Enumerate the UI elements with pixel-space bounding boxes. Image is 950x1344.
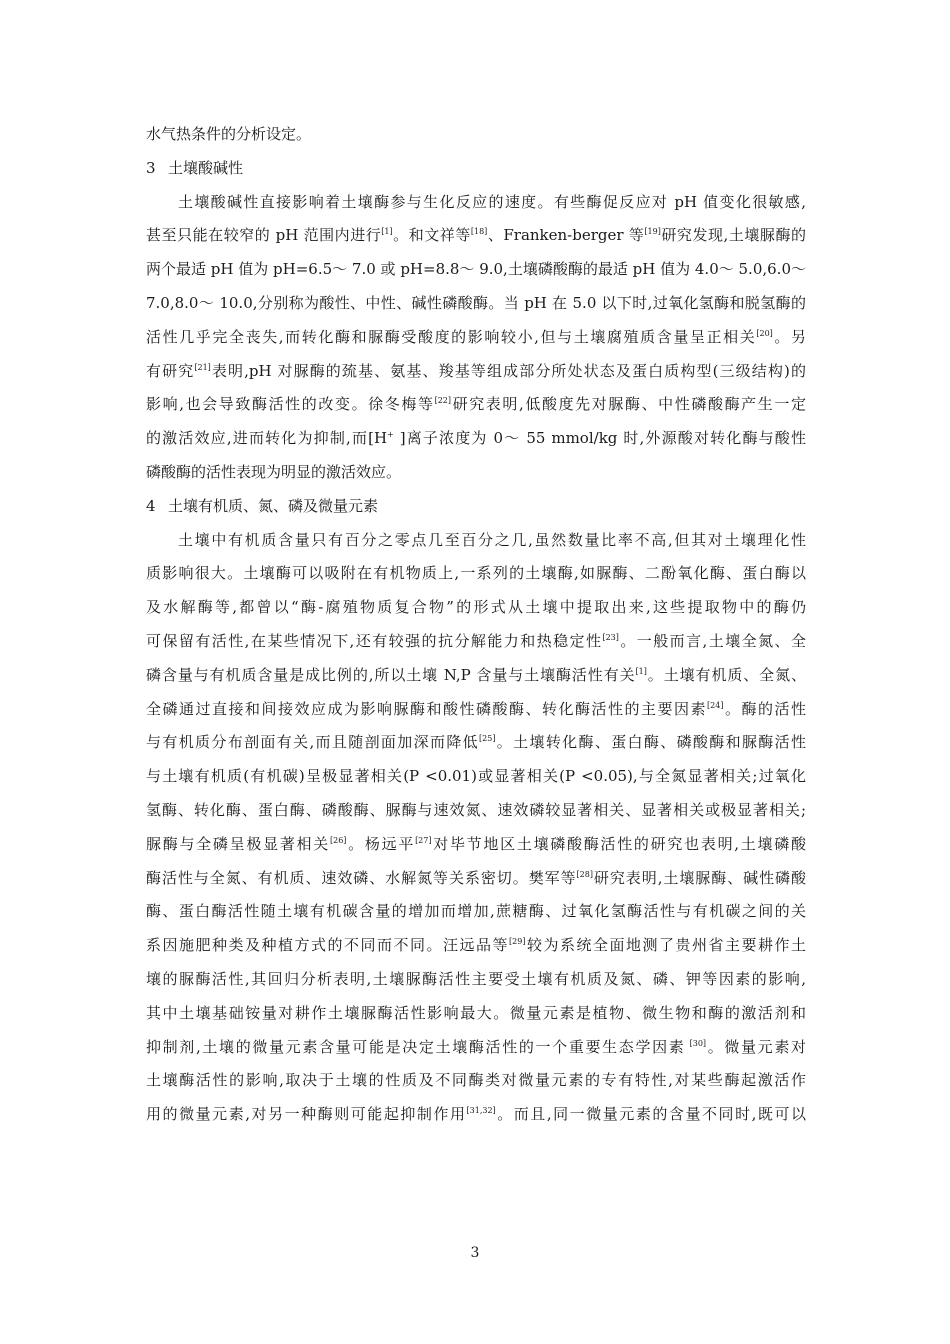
text-line	[146, 388, 806, 422]
text-segment: 质影响很大。土壤酶可以吸附在有机物质上,一系列的土壤酶,如脲酶、二酚氧化酶、蛋白酶以	[146, 564, 806, 583]
text-segment: 用的微量元素,对另一种酶则可能起抑制作用	[146, 1105, 467, 1124]
text-line	[146, 287, 806, 321]
citation: [23]	[602, 632, 619, 642]
section-heading	[146, 490, 806, 524]
text-segment: 。杨远平	[346, 834, 416, 853]
text-segment: 研究表明,土壤脲酶、碱性磷酸	[592, 868, 806, 887]
citation: [20]	[756, 328, 773, 338]
citation: [29]	[509, 937, 526, 947]
text-segment: 全磷通过直接和间接效应成为影响脲酶和酸性磷酸酶、转化酶活性的主要因素	[146, 699, 708, 718]
text-line	[146, 794, 806, 828]
text-line	[146, 862, 806, 896]
text-line	[146, 1064, 806, 1098]
text-segment: 。微量元素对	[706, 1037, 806, 1056]
text-segment: 壤的脲酶活性,其回归分析表明,土壤脲酶活性主要受土壤有机质及氮、磷、钾等因素的影响,	[146, 969, 806, 988]
text-segment: 研究表明,低酸度先对脲酶、中性磷酸酶产生一定	[451, 395, 806, 414]
text-segment: 影响,也会导致酶活性的改变。徐冬梅等	[146, 395, 435, 414]
text-segment: 。和文祥等	[392, 226, 471, 245]
text-line	[146, 726, 806, 760]
text-line	[146, 422, 806, 456]
section-title: 土壤有机质、氮、磷及微量元素	[168, 496, 379, 515]
text-line	[146, 929, 806, 963]
text-segment: 土壤中有机质含量只有百分之零点几至百分之几,虽然数量比率不高,但其对土壤理化性	[178, 530, 806, 549]
text-segment: 脲酶与全磷呈极显著相关	[146, 834, 330, 853]
text-segment: 活性几乎完全丧失,而转化酶和脲酶受酸度的影响较小,但与土壤腐殖质含量呈正相关	[146, 327, 757, 346]
text-segment: 。而且,同一微量元素的含量不同时,既可以	[495, 1105, 806, 1124]
text-segment: 表明,pH 对脲酶的巯基、氨基、羧基等组成部分所处状态及蛋白质构型(三级结构)的	[210, 361, 806, 380]
document-body	[146, 118, 806, 1132]
citation: [18]	[470, 227, 488, 237]
section-heading	[146, 152, 806, 186]
text-segment: 土壤酸碱性直接影响着土壤酶参与生化反应的速度。有些酶促反应对 pH 值变化很敏感,	[178, 192, 806, 211]
text-segment: 酶、蛋白酶活性随土壤有机碳含量的增加而增加,蔗糖酶、过氧化氢酶活性与有机碳之间的关	[146, 902, 806, 921]
text-segment: 。土壤转化酶、蛋白酶、磷酸酶和脲酶活性	[495, 733, 806, 752]
citation: +	[387, 430, 394, 440]
text-line	[146, 321, 806, 355]
text-segment: 与有机质分布剖面有关,而且随剖面加深而降低	[146, 733, 480, 752]
citation: [19]	[644, 227, 661, 237]
text-segment: 。土壤有机质、全氮、	[646, 665, 806, 684]
text-segment: 酶活性与全氮、有机质、速效磷、水解氮等关系密切。樊军等	[146, 868, 577, 887]
text-line	[146, 997, 806, 1031]
text-line	[146, 895, 806, 929]
text-line	[146, 186, 806, 220]
text-segment: 。酶的活性	[723, 699, 806, 718]
text-segment: 对毕节地区土壤磷酸酶活性的研究也表明,土壤磷酸	[431, 834, 806, 853]
citation: [31,32]	[466, 1106, 496, 1116]
text-segment: 水气热条件的分析设定。	[146, 125, 312, 143]
text-line	[146, 118, 806, 152]
text-segment: 抑制剂,土壤的微量元素含量可能是决定土壤酶活性的一个重要生态学因素	[146, 1037, 686, 1056]
text-segment: 氢酶、转化酶、蛋白酶、磷酸酶、脲酶与速效氮、速效磷较显著相关、显著相关或极显著相关;	[146, 800, 806, 819]
text-line	[146, 828, 806, 862]
text-segment: 研究发现,土壤脲酶的	[660, 226, 806, 245]
citation: [26]	[330, 835, 347, 845]
text-line	[146, 253, 806, 287]
text-segment: 7.0,8.0～ 10.0,分别称为酸性、中性、碱性磷酸酶。当 pH 在 5.0 以下时,过氧化氢酶和脱氢酶的	[146, 293, 806, 312]
text-segment: 磷酸酶的活性表现为明显的激活效应。	[146, 462, 402, 481]
text-line	[146, 557, 806, 591]
text-segment: 。一般而言,土壤全氮、全	[618, 631, 806, 650]
text-line	[146, 219, 806, 253]
section-number: 4	[146, 496, 156, 515]
text-segment: 及水解酶等,都曾以“酶-腐殖物质复合物”的形式从土壤中提取出来,这些提取物中的酶仍	[146, 598, 806, 617]
text-line	[146, 659, 806, 693]
text-line	[146, 591, 806, 625]
text-line	[146, 760, 806, 794]
text-segment: 。另	[772, 327, 806, 346]
text-segment: ]离子浓度为 0～ 55 mmol/kg 时,外源酸对转化酶与酸性	[393, 429, 806, 448]
text-segment: 、Franken-berger 等	[487, 226, 645, 245]
text-segment: 甚至只能在较窄的 pH 范围内进行	[146, 226, 382, 245]
text-line	[146, 524, 806, 558]
text-line	[146, 456, 806, 490]
text-line	[146, 625, 806, 659]
citation: [25]	[479, 734, 496, 744]
text-segment: 系因施肥种类及种植方式的不同而不同。汪远品等	[146, 936, 510, 955]
text-segment: 磷含量与有机质含量是成比例的,所以土壤 N,P 含量与土壤酶活性有关	[146, 665, 636, 684]
citation: [27]	[415, 835, 432, 845]
page-number: 3	[470, 1245, 480, 1261]
citation: [24]	[707, 700, 724, 710]
section-title: 土壤酸碱性	[168, 158, 244, 177]
citation: [21]	[194, 362, 211, 372]
text-segment: 两个最适 pH 值为 pH=6.5～ 7.0 或 pH=8.8～ 9.0,土壤磷酸酶的最适 pH 值为 4.0～ 5.0,6.0～	[146, 260, 806, 279]
text-line	[146, 355, 806, 389]
citation: [1]	[635, 666, 647, 676]
text-line	[146, 693, 806, 727]
text-line	[146, 963, 806, 997]
text-line	[146, 1031, 806, 1065]
text-segment: 其中土壤基础铵量对耕作土壤脲酶活性影响最大。微量元素是植物、微生物和酶的激活剂和	[146, 1003, 806, 1022]
text-segment: 的激活效应,进而转化为抑制,而[H	[146, 429, 388, 448]
citation: [22]	[434, 396, 451, 406]
text-segment: 较为系统全面地测了贵州省主要耕作土	[525, 936, 806, 955]
text-segment: 有研究	[146, 361, 195, 380]
citation: [28]	[576, 869, 593, 879]
citation: [1]	[381, 227, 393, 237]
text-segment: 与土壤有机质(有机碳)呈极显著相关(P <0.01)或显著相关(P <0.05),与全氮显著相关;过氧化	[146, 767, 806, 786]
text-segment: 土壤酶活性的影响,取决于土壤的性质及不同酶类对微量元素的专有特性,对某些酶起激活作	[146, 1071, 806, 1090]
citation: [30]	[685, 1038, 707, 1048]
text-segment: 可保留有活性,在某些情况下,还有较强的抗分解能力和热稳定性	[146, 631, 603, 650]
text-line	[146, 1098, 806, 1132]
section-number: 3	[146, 158, 156, 177]
